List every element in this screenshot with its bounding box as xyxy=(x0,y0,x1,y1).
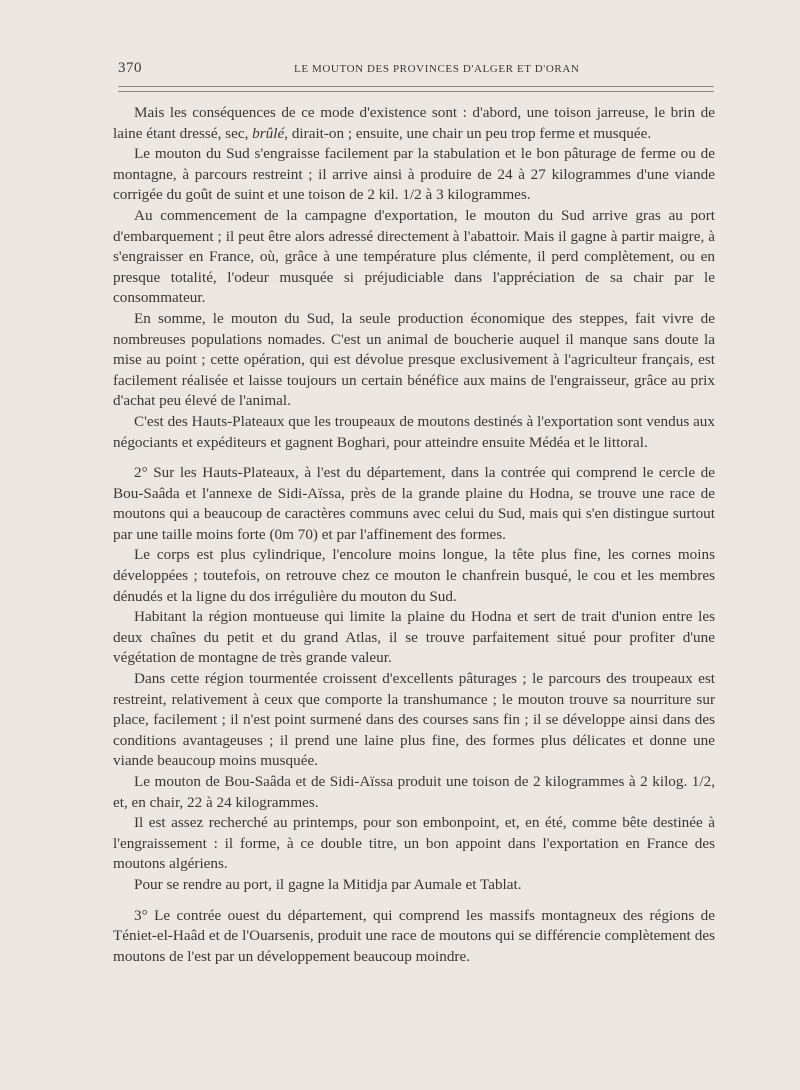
paragraph: Le corps est plus cylindrique, l'encolure moins longue, la tête plus fine, les cornes moins développées ; toutefois, on retrouve chez ce mouton le chanfrein busqué, le cou et les membres dénudés et la ligne du dos irrégulière du mouton du Sud. xyxy=(113,546,715,605)
paragraph: Le mouton du Sud s'engraisse facilement par la stabulation et le bon pâturage de ferme ou de montagne, à parcours restreint ; il arrive ainsi à produire de 24 à 27 kilogrammes d'une viande corrigée du goût de suint et une toison de 2 kil. 1/2 à 3 kilogrammes. xyxy=(113,145,715,204)
paragraph: Le mouton de Bou-Saâda et de Sidi-Aïssa produit une toison de 2 kilogrammes à 2 kilog. 1/2, et, en chair, 22 à 24 kilogrammes. xyxy=(113,773,715,811)
paragraph: Mais les conséquences de ce mode d'existence sont : d'abord, une toison jarreuse, le brin de laine étant dressé, sec, brûlé, dirait-on ; ensuite, une chair un peu trop ferme et musquée. xyxy=(113,104,715,142)
paragraph: Au commencement de la campagne d'exportation, le mouton du Sud arrive gras au port d'embarquement ; il peut être alors adressé directement à l'abattoir. Mais il gagne à partir maigre, à s'engraisser en France, où, grâce à une température plus clémente, il perd complètement, ou en presque totalité, l'odeur musquée si préjudiciable dans l'appréciation de sa chair par le consommateur. xyxy=(113,206,715,307)
running-title: LE MOUTON DES PROVINCES D'ALGER ET D'ORAN xyxy=(294,63,580,75)
page-header xyxy=(118,60,714,84)
paragraph: En somme, le mouton du Sud, la seule production économique des steppes, fait vivre de nombreuses populations nomades. C'est un animal de boucherie auquel il manque sans doute la mise au point ; cette opération, qui est dévolue presque exclusivement à l'agriculteur français, est facilement réalisée et laisse toujours un certain bénéfice aux mains de l'engraisseur, grâce au prix d'achat peu élevé de l'animal. xyxy=(113,309,715,410)
paragraph: Dans cette région tourmentée croissent d'excellents pâturages ; le parcours des troupeaux est restreint, relativement à ceux que comporte la transhumance ; le mouton trouve sa nourriture sur place, facilement ; il n'est point surmené dans des courses sans fin ; il se développe ainsi dans des conditions avantageuses ; il prend une laine plus fine, des formes plus délicates et donne une viande beaucoup moins musquée. xyxy=(113,670,715,770)
paragraph: Il est assez recherché au printemps, pour son embonpoint, et, en été, comme bête destinée à l'engraissement : il forme, à ce double titre, un bon appoint dans l'exportation en France des moutons algériens. xyxy=(113,814,715,873)
paragraph: C'est des Hauts-Plateaux que les troupeaux de moutons destinés à l'exportation sont vendus aux négociants et expéditeurs et gagnent Boghari, pour atteindre ensuite Médéa et le littoral. xyxy=(113,412,715,451)
emphasis-word: brûlé xyxy=(252,124,285,142)
paragraph: Pour se rendre au port, il gagne la Mitidja par Aumale et Tablat. xyxy=(134,875,522,893)
paragraph: Habitant la région montueuse qui limite la plaine du Hodna et sert de trait d'union entre les deux chaînes du petit et du grand Atlas, il se trouve parfaitement situé pour profiter d'une végétation de montagne de très grande valeur. xyxy=(113,608,715,667)
body-text xyxy=(113,103,715,967)
page-number: 370 xyxy=(118,60,142,76)
section-paragraph: 2° Sur les Hauts-Plateaux, à l'est du département, dans la contrée qui comprend le cercle de Bou-Saâda et l'annexe de Sidi-Aïssa, près de la grande plaine du Hodna, se trouve une race de moutons qui a beaucoup de caractères communs avec celui du Sud, mais qui s'en distingue surtout par une taille moins forte (0m 70) et par l'affinement des formes. xyxy=(113,464,715,543)
section-paragraph: 3° Le contrée ouest du département, qui comprend les massifs montagneux des régions de Téniet-el-Haâd et de l'Ouarsenis, produit une race de moutons qui se différencie complètement des moutons de l'est par un développement beaucoup moindre. xyxy=(113,906,715,965)
header-rule xyxy=(118,86,714,92)
